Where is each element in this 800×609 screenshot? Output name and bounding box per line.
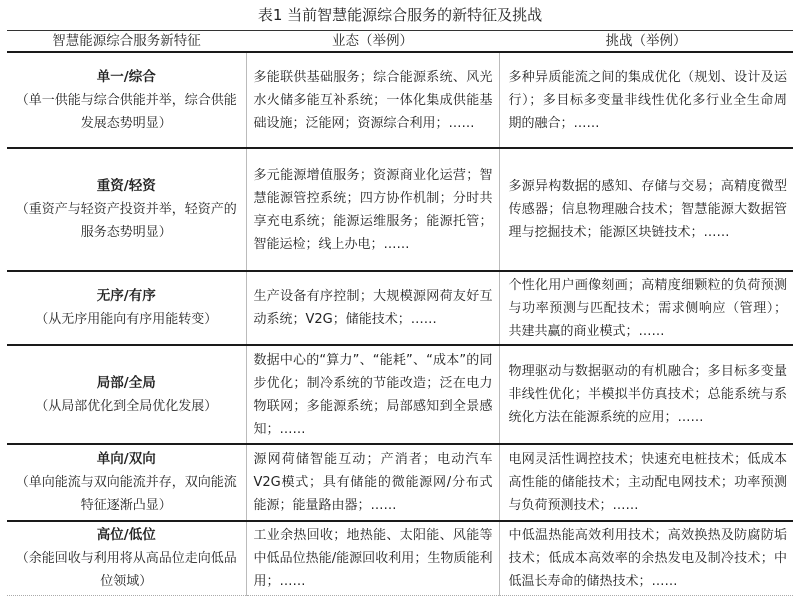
table-row <box>7 271 793 345</box>
feature-cell <box>7 52 246 148</box>
feature-cell <box>7 148 246 271</box>
feature-title: 高位/低位 <box>96 526 156 543</box>
feature-cell <box>7 345 246 444</box>
business-text: 多元能源增值服务；资源商业化运营；智慧能源管控系统；四方协作机制；分时共享充电系统；能源运维服务；能源托管；智能运检；线上办电；…… <box>253 167 493 252</box>
challenge-cell <box>499 521 793 595</box>
business-cell <box>246 345 499 444</box>
challenge-text: 物理驱动与数据驱动的有机融合；多目标多变量非线性优化；半模拟半仿真技术；总能系统与系统化方法在能源系统的应用；…… <box>508 364 787 425</box>
challenge-text: 多种异质能流之间的集成优化（规划、设计及运行）；多目标多变量非线性优化多行业全生命周期的融合；…… <box>508 69 787 131</box>
challenge-cell <box>499 52 793 148</box>
business-text: 工业余热回收；地热能、太阳能、风能等中低品位热能/能源回收利用；生物质能利用；…… <box>253 527 493 589</box>
feature-description: （从无序用能向有序用能转变） <box>35 312 218 327</box>
feature-cell <box>7 444 246 521</box>
challenge-text: 中低温热能高效利用技术；高效换热及防腐防垢技术；低成本高效率的余热发电及制冷技术；中低温长寿命的储热技术；…… <box>508 527 787 589</box>
business-text: 源网荷储智能互动；产消者；电动汽车V2G模式；具有储能的微能源网/分布式能源；能量路由器；…… <box>253 452 493 513</box>
feature-title: 单向/双向 <box>96 451 156 467</box>
business-cell <box>246 444 499 521</box>
challenge-text: 电网灵活性调控技术；快速充电桩技术；低成本高性能的储能技术；主动配电网技术；功率预测与负荷预测技术；…… <box>508 452 787 513</box>
feature-title: 单一/综合 <box>96 68 156 85</box>
header-challenge: 挑战（举例） <box>499 31 793 53</box>
features-table <box>7 30 793 596</box>
challenge-text: 多源异构数据的感知、存储与交易；高精度微型传感器；信息物理融合技术；智慧能源大数据管理与挖掘技术；能源区块链技术；…… <box>508 179 787 240</box>
header-business: 业态（举例） <box>246 31 499 53</box>
feature-description: （单一供能与综合供能并举，综合供能发展态势明显） <box>15 92 237 131</box>
business-text: 数据中心的“算力”、“能耗”、“成本”的同步优化；制冷系统的节能改造；泛在电力物联网；多能源系统；局部感知到全景感知；…… <box>253 352 493 437</box>
feature-title: 无序/有序 <box>96 288 156 304</box>
business-cell <box>246 52 499 148</box>
challenge-cell <box>499 345 793 444</box>
business-cell <box>246 271 499 345</box>
header-feature: 智慧能源综合服务新特征 <box>7 31 246 53</box>
table-row <box>7 521 793 595</box>
feature-description: （余能回收与利用将从高品位走向低品位领域） <box>15 550 237 589</box>
feature-description: （从局部优化到全局优化发展） <box>35 398 218 414</box>
feature-cell <box>7 271 246 345</box>
feature-description: （单向能流与双向能流并存，双向能流特征逐渐凸显） <box>15 475 237 513</box>
table-header-row <box>7 31 793 53</box>
challenge-text: 个性化用户画像刻画；高精度细颗粒的负荷预测与功率预测与匹配技术；需求侧响应（管理）；共建共赢的商业模式；…… <box>508 277 787 339</box>
feature-title: 局部/全局 <box>96 374 156 391</box>
table-row <box>7 52 793 148</box>
challenge-cell <box>499 148 793 271</box>
challenge-cell <box>499 271 793 345</box>
table-row <box>7 148 793 271</box>
business-cell <box>246 521 499 595</box>
business-text: 多能联供基础服务；综合能源系统、风光水火储多能互补系统；一体化集成供能基础设施；泛能网；资源综合利用；…… <box>253 69 493 131</box>
challenge-cell <box>499 444 793 521</box>
business-cell <box>246 148 499 271</box>
table-caption: 表1 当前智慧能源综合服务的新特征及挑战 <box>257 6 543 24</box>
feature-title: 重资/轻资 <box>96 178 156 194</box>
feature-cell <box>7 521 246 595</box>
business-text: 生产设备有序控制；大规模源网荷友好互动系统；V2G；储能技术；…… <box>253 289 493 327</box>
table-row <box>7 345 793 444</box>
feature-description: （重资产与轻资产投资并举，轻资产的服务态势明显） <box>15 202 237 240</box>
table-row <box>7 444 793 521</box>
